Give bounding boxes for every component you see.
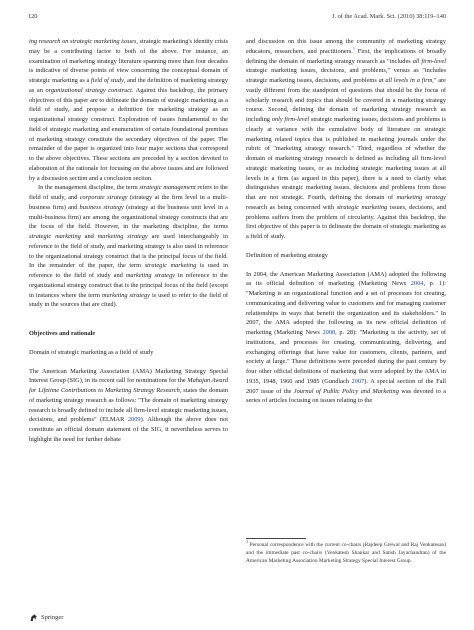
paragraph: In 2004, the American Marketing Association (AMA) adopted the following as its official definition of marketing (Marketing News 2004, p. 1): "Marketing is an organizational function and a set of processes for creating, communicating and delivering value to customers and for managing customer relationships in ways that benefit the organization and its stakeholders." In 2007, the AMA adopted the following as its new official definition of marketing (Marketing News 2008, p. 28): "Marketing is the activity, set of institutions, and processes for creating, communicating, delivering, and exchanging offerings that have value for customers, clients, partners, and society at large." These definitions were preceded during the past century by four other official definitions of marketing that were adopted by the AMA in 1935, 1948, 1960 and 1985 (Gundlach 2007). A special section of the Fall 2007 issue of the Journal of Public Policy and Marketing was devoted to a series of articles focusing on issues relating to the <box>246 270 446 405</box>
citation-link[interactable]: 2004 <box>410 280 424 288</box>
publisher-name: Springer <box>41 614 64 621</box>
citation-link[interactable]: 2009 <box>127 416 141 424</box>
subsection-heading: Domain of strategic marketing as a field of study <box>29 348 154 356</box>
subsection-heading: Definition of marketing strategy <box>246 251 328 259</box>
paragraph: ing research on strategic marketing issues, strategic marketing's identity crisis may be a contributing factor to both of the above. For instance, an examination of marketing strategy literature spanning more than four decades is indicative of diverse points of view concerning the conceptual domain of strategic marketing as a field of study, and the definition of marketing strategy as an organizational strategy construct. Against this backdrop, the primary objectives of this paper are to delineate the domain of strategic marketing as a field of study, and propose a definition for marketing strategy as an organizational strategy construct. Exploration of issues fundamental to the field of strategic marketing and enumeration of certain foundational premises of marketing strategy constitute the secondary objectives of the paper. The remainder of the paper is organized into four major sections that correspond to the above objectives. These sections are preceded by a section devoted to elaboration of the rationale for focusing on the above issues and are followed by a discussion section and a conclusion section. <box>29 38 228 182</box>
footnote-ref-link[interactable]: 1 <box>352 45 355 51</box>
citation-link[interactable]: 2008 <box>322 329 336 336</box>
footnote-divider <box>246 538 306 539</box>
paragraph: and discussion on this issue among the community of marketing strategy educators, researchers, and practitioners.$^1$ First, the implications of broadly defining the domain of marketing strategy research as "includes all firm-level strategic marketing issues, decisions, and problems," versus as "includes strategic marketing issues, decisions, and problems at all levels in a firm," are vastly different from the standpoint of questions that should be the focus of scholarly research and topics that should be covered in a marketing strategy course. Second, defining the domain of marketing strategy research as including only firm-level strategic marketing issues, decisions and problems is clearly at variance with the cumulative body of literature on strategic marketing related topics that is published in marketing journals under the rubric of "marketing strategy research." Third, regardless of whether the domain of marketing strategy research is defined as including all firm-level strategic marketing issues, or as including strategic marketing issues at all levels in a firm (as argued in this paper), there is a need to clarify what distinguishes strategic marketing issues, decisions and problems from those that are not strategic. Fourth, defining the domain of marketing strategy research as being concerned with strategic marketing issues, decisions, and problems suffers from the problem of circularity. Against this backdrop, the first objective of this paper is to delineate the domain of strategic marketing as a field of study. <box>246 38 447 240</box>
left-column <box>29 37 228 445</box>
section-heading: Objectives and rationale <box>29 330 96 337</box>
paragraph: The American Marketing Association (AMA) Marketing Strategy Special Interest Group (SIG), in its recent call for nominations for the Mahajan Award for Lifetime Contributions to Marketing Strategy Research, states the domain of marketing strategy research as follows: "The domain of marketing strategy research is broadly defined to include all firm-level strategic marketing issues, decisions, and problems" (ELMAR 2009). Although the above does not constitute an official domain statement of the SIG, it nevertheless serves to highlight the need for further debate <box>29 367 229 443</box>
page-number: 120 <box>28 13 38 20</box>
citation-link[interactable]: 2007 <box>351 377 365 385</box>
paragraph: In the management discipline, the term strategic management refers to the field of study, and corporate strategy (strategy at the firm level in a multi-business firm) and business strategy (strategy at the business unit level in a multi-business firm) are among the organizational strategy constructs that are the focus of the field. However, in the marketing discipline, the terms strategic marketing and marketing strategy are used interchangeably in reference to the field of study, and marketing strategy is also used in reference to the organizational strategy construct that is the principal focus of the field. In the remainder of the paper, the term strategic marketing is used in reference to the field of study and marketing strategy in reference to the organizational strategy construct that is the principal focus of the field (except in instances where the term marketing strategy is used to refer to the field of study in the sources that are cited). <box>29 184 229 309</box>
footnote: $^1$ Personal correspondence with the current co-chairs (Rajdeep Grewal and Raj Venkatesan) and the immediate past co-chairs (Venkatesh Shankar and Satish Jayachandran) of the American Marketing Association Marketing Strategy Special Interest Group. <box>246 539 446 565</box>
right-column <box>246 37 446 406</box>
journal-citation: J. of the Acad. Mark. Sci. (2010) 38:119–140 <box>332 13 446 20</box>
publisher-footer <box>29 613 63 622</box>
running-header <box>28 13 446 25</box>
springer-horse-icon <box>29 613 38 622</box>
